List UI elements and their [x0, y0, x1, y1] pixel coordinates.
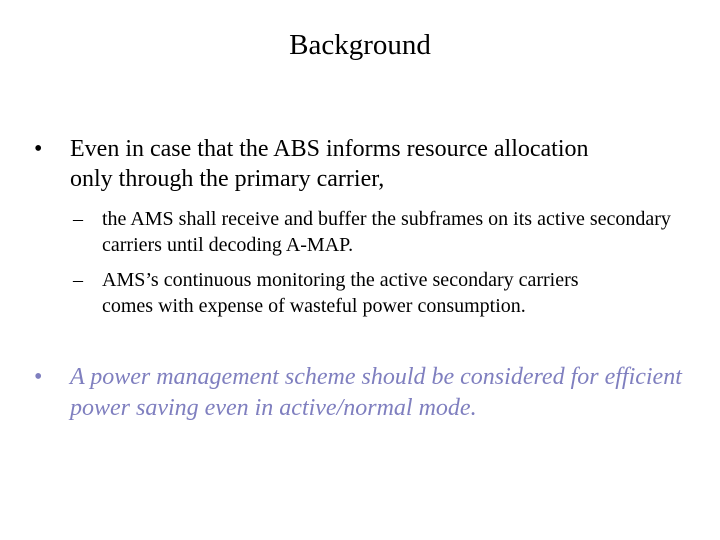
- bullet-text: A power management scheme should be considered for efficient power saving even in active/normal mode.: [70, 364, 682, 421]
- bullet-item-highlighted: [34, 362, 694, 424]
- sub-bullet-text: AMS’s continuous monitoring the active secondary carriers comes with expense of wasteful power consumption.: [102, 269, 579, 317]
- sub-bullet-marker: –: [73, 208, 83, 230]
- sub-bullet-item: [73, 206, 673, 258]
- bullet-item: [34, 134, 634, 194]
- bullet-text: Even in case that the ABS informs resource allocation only through the primary carrier,: [70, 136, 589, 192]
- sub-bullet-text: the AMS shall receive and buffer the subframes on its active secondary carriers until decoding A-MAP.: [102, 208, 671, 256]
- sub-bullet-item: [73, 267, 633, 319]
- bullet-marker: •: [34, 136, 43, 162]
- bullet-marker: •: [34, 364, 43, 390]
- slide-title: Background: [289, 29, 431, 61]
- sub-bullet-marker: –: [73, 269, 83, 291]
